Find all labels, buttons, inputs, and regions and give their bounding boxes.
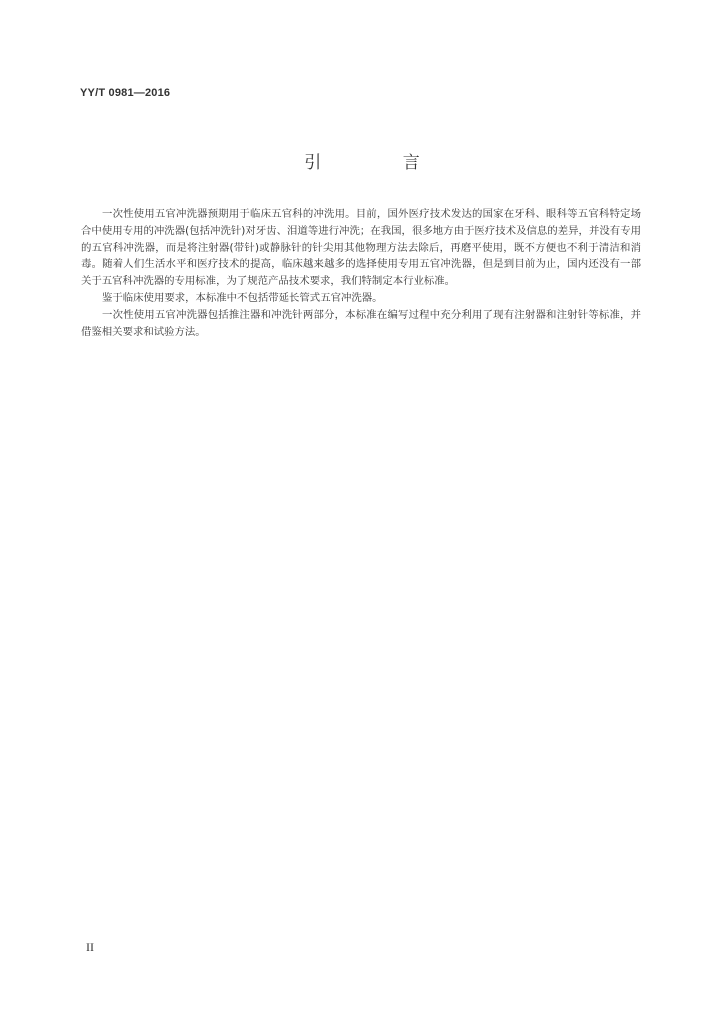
standard-code: YY/T 0981—2016 (80, 87, 171, 99)
paragraph: 一次性使用五官冲洗器预期用于临床五官科的冲洗用。目前，国外医疗技术发达的国家在牙科、眼科等五官科特定场合中使用专用的冲洗器(包括冲洗针)对牙齿、泪道等进行冲洗；在我国，很多地方由于医疗技术及信息的差异，并没有专用的五官科冲洗器，而是将注射器(带针)或静脉针的针尖用其他物理方法去除后，再磨平使用，既不方便也不利于清洁和消毒。随着人们生活水平和医疗技术的提高，临床越来越多的选择使用专用五官冲洗器，但是到目前为止，国内还没有一部关于五官科冲洗器的专用标准，为了规范产品技术要求，我们特制定本行业标准。 (81, 208, 641, 288)
paragraph: 鉴于临床使用要求，本标准中不包括带延长管式五官冲洗器。 (102, 291, 383, 304)
paragraph: 一次性使用五官冲洗器包括推注器和冲洗针两部分，本标准在编写过程中充分利用了现有注射器和注射针等标准，并借鉴相关要求和试验方法。 (81, 308, 641, 338)
introduction-body (81, 206, 641, 340)
section-title: 引 言 (304, 153, 458, 173)
page-number: II (86, 940, 94, 954)
